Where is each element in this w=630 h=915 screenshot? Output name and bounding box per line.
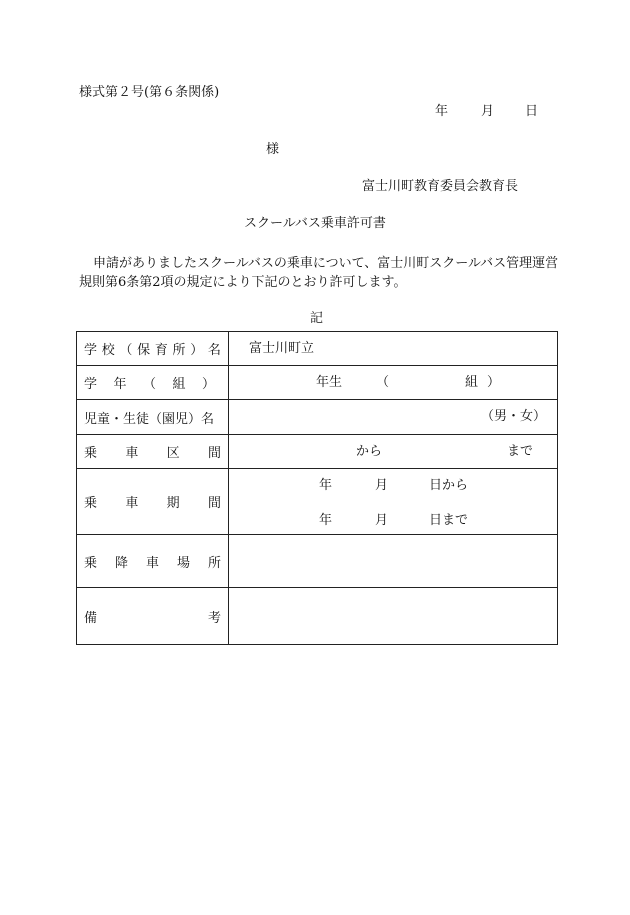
- period-to-month: 月: [375, 512, 389, 528]
- period-from-day: 日から: [429, 477, 469, 493]
- label-char: 車: [145, 555, 159, 571]
- class-open-paren: （: [376, 374, 390, 390]
- school-value-cell[interactable]: [229, 332, 558, 366]
- place-value-cell[interactable]: [229, 535, 558, 588]
- period-value-cell[interactable]: [229, 469, 558, 535]
- label-char: 備: [84, 610, 98, 626]
- grade-label-cell: [77, 366, 229, 400]
- section-to: まで: [507, 443, 534, 459]
- label-char: 乗: [84, 555, 98, 571]
- remarks-label-cell: [77, 588, 229, 645]
- row-school: [77, 332, 558, 366]
- label-char: 所: [207, 555, 221, 571]
- permit-table: [76, 331, 558, 645]
- label-char: 所: [172, 343, 186, 358]
- date-month: 月: [481, 104, 495, 119]
- body-paragraph: [79, 254, 559, 292]
- date-line: [435, 104, 538, 120]
- label-char: 場: [176, 555, 190, 571]
- label-char: （: [119, 343, 133, 358]
- school-label-cell: [77, 332, 229, 366]
- label-char: （: [142, 377, 156, 392]
- label-char: 年: [113, 377, 127, 392]
- label-char: 考: [207, 610, 221, 626]
- row-grade: [77, 366, 558, 400]
- period-from-month: 月: [375, 477, 389, 493]
- label-char: 期: [166, 496, 180, 511]
- section-from: から: [356, 443, 383, 459]
- remarks-value-cell[interactable]: [229, 588, 558, 645]
- row-name: [77, 400, 558, 435]
- label-char: 間: [207, 496, 221, 511]
- row-place: [77, 535, 558, 588]
- label-char: 学: [84, 377, 98, 392]
- label-char: ）: [190, 343, 204, 358]
- school-label: [77, 339, 228, 358]
- label-char: 間: [207, 446, 221, 461]
- grade-unit: 年生: [316, 374, 343, 390]
- label-char: 校: [101, 343, 115, 358]
- label-char: 育: [154, 343, 168, 358]
- period-to-day: 日まで: [429, 512, 469, 528]
- document-title: スクールバス乗車許可書: [244, 216, 386, 231]
- label-char: 車: [125, 496, 139, 511]
- label-char: 降: [114, 555, 128, 571]
- addressee-suffix: 様: [266, 142, 280, 157]
- class-unit: 組: [465, 374, 479, 390]
- section-label-cell: [77, 435, 229, 469]
- form-number-label: 様式第２号(第６条関係): [79, 85, 220, 100]
- record-mark: 記: [310, 311, 324, 326]
- row-remarks: [77, 588, 558, 645]
- label-char: ）: [201, 377, 215, 392]
- label-char: 車: [125, 446, 139, 461]
- label-char: 区: [166, 446, 180, 461]
- label-char: 乗: [84, 446, 98, 461]
- body-text: 申請がありましたスクールバスの乗車について、富士川町スクールバス管理運営規則第6条第2項の規定により下記のとおり許可します。: [79, 256, 559, 290]
- label-char: 保: [137, 343, 151, 358]
- remarks-label: [77, 607, 228, 626]
- label-char: 組: [172, 377, 186, 392]
- name-label-cell: [77, 400, 229, 435]
- gender-option: （男・女）: [481, 409, 547, 424]
- place-label: [77, 552, 228, 571]
- period-label: [77, 492, 228, 511]
- period-label-cell: [77, 469, 229, 535]
- label-char: 学: [84, 343, 98, 358]
- date-day: 日: [525, 104, 539, 119]
- grade-value-cell[interactable]: [229, 366, 558, 400]
- school-value: 富士川町立: [249, 340, 315, 356]
- place-label-cell: [77, 535, 229, 588]
- label-char: 乗: [84, 496, 98, 511]
- section-label: [77, 442, 228, 461]
- grade-label: [77, 373, 228, 392]
- name-value-cell[interactable]: [229, 400, 558, 435]
- label-char: 名: [207, 343, 221, 358]
- name-label: 児童・生徒（園児）名: [84, 411, 215, 427]
- period-from-year: 年: [319, 477, 333, 493]
- issuer-name: 富士川町教育委員会教育長: [362, 179, 519, 194]
- row-period: [77, 469, 558, 535]
- section-value-cell[interactable]: [229, 435, 558, 469]
- period-to-year: 年: [319, 512, 333, 528]
- row-section: [77, 435, 558, 469]
- class-close-paren: ）: [487, 374, 501, 390]
- date-year: 年: [435, 104, 449, 119]
